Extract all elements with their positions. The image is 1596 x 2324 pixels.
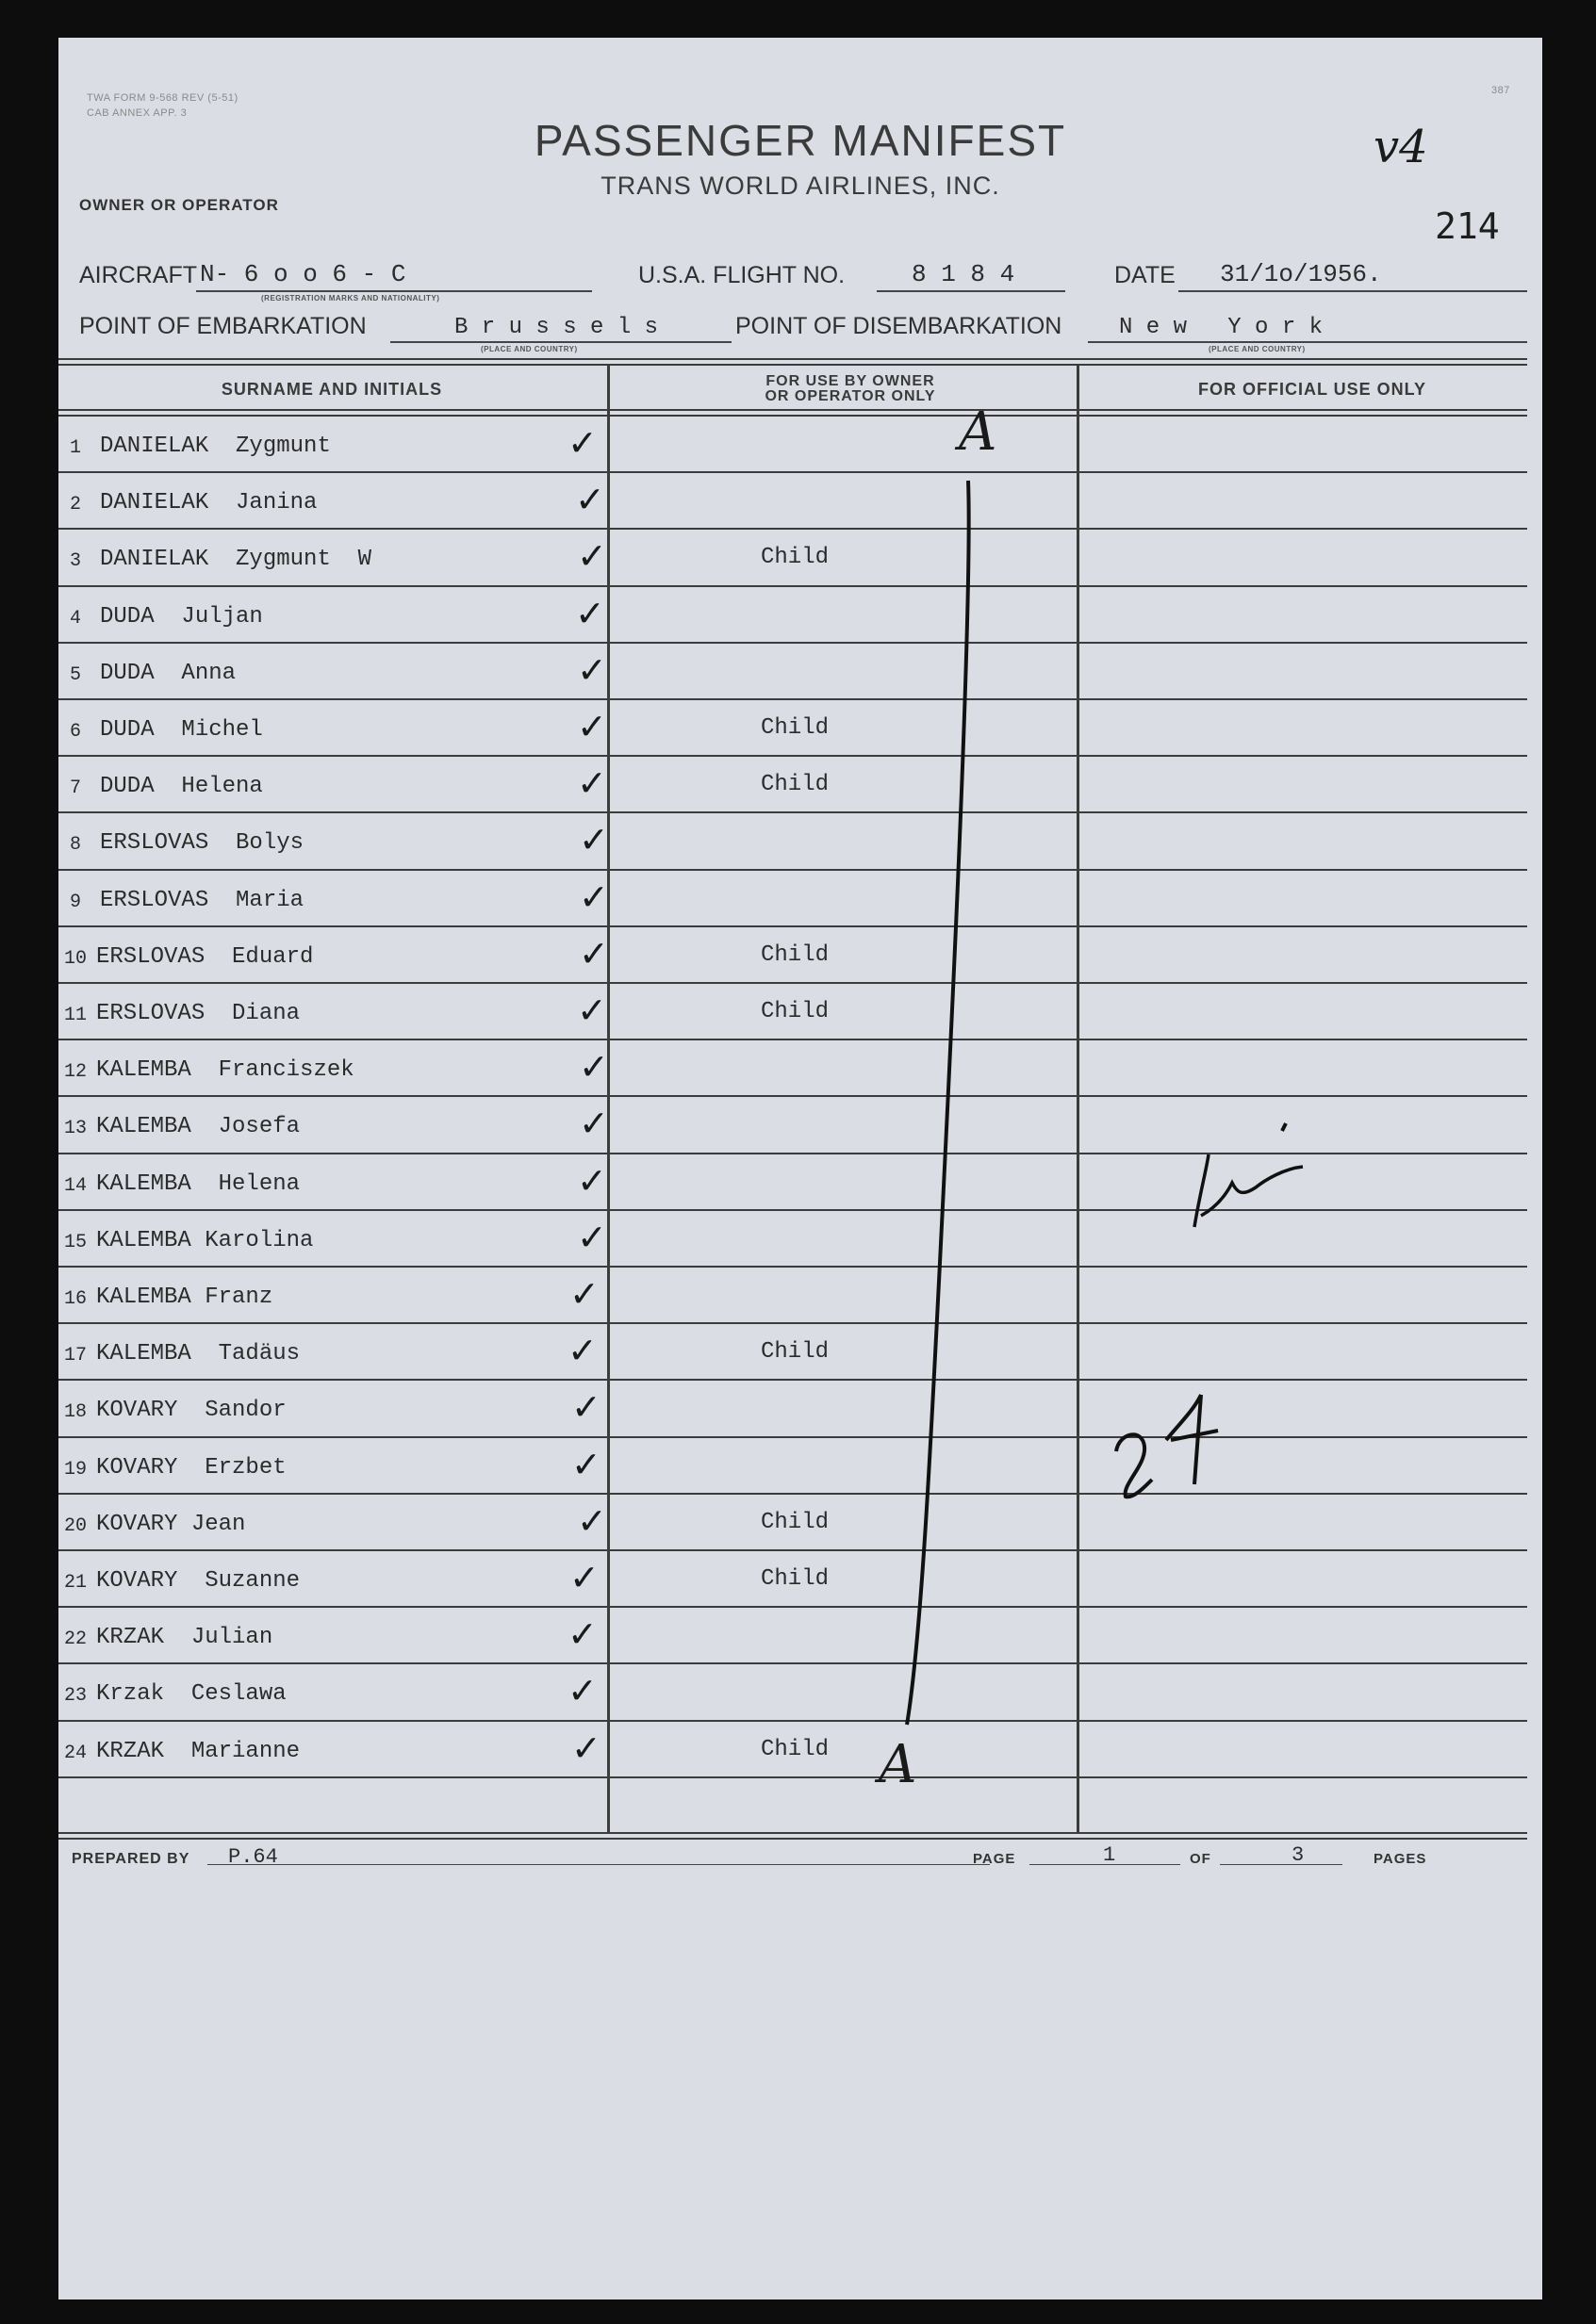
bracket-line — [907, 481, 969, 1725]
check-mark: ✓ — [569, 1557, 600, 1598]
passenger-name: KALEMBA Franciszek — [96, 1057, 354, 1084]
passenger-number: 6 — [70, 721, 82, 743]
passenger-name: KALEMBA Helena — [96, 1170, 301, 1197]
passenger-name: DUDA Michel — [100, 717, 263, 743]
passenger-number: 24 — [64, 1742, 88, 1764]
check-mark: ✓ — [568, 422, 598, 464]
passenger-number: 21 — [64, 1572, 88, 1594]
passenger-name: DUDA Anna — [100, 660, 237, 686]
passenger-name: ERSLOVAS Diana — [96, 1001, 301, 1026]
passenger-number: 2 — [70, 494, 82, 516]
date-label: DATE — [1114, 262, 1176, 288]
passenger-note: Child — [761, 1566, 830, 1592]
passenger-number: 9 — [70, 891, 82, 913]
passenger-name: KRZAK Julian — [96, 1625, 273, 1651]
total-pages: 3 — [1292, 1843, 1305, 1867]
disembarkation-value: N e w Y o r k — [1119, 315, 1324, 340]
check-mark: ✓ — [579, 1103, 609, 1145]
annotation-a-top: A — [959, 401, 997, 463]
passenger-number: 17 — [64, 1345, 88, 1367]
official-column-header: FOR OFFICIAL USE ONLY — [1197, 380, 1427, 399]
passenger-name: ERSLOVAS Eduard — [96, 943, 314, 970]
check-mark: ✓ — [568, 1330, 598, 1372]
check-mark: ✓ — [569, 1273, 600, 1315]
official-scribble — [1194, 1154, 1303, 1227]
passenger-number: 12 — [64, 1061, 88, 1084]
page-line — [1029, 1864, 1180, 1865]
passenger-name: KRZAK Marianne — [96, 1738, 301, 1764]
check-mark: ✓ — [577, 1159, 607, 1202]
check-mark: ✓ — [579, 1046, 609, 1088]
pages-label: PAGES — [1374, 1851, 1427, 1867]
flight-value: 8 1 8 4 — [912, 260, 1015, 288]
embarkation-label: POINT OF EMBARKATION — [79, 313, 367, 339]
passenger-number: 16 — [64, 1288, 88, 1310]
embarkation-caption: (PLACE AND COUNTRY) — [481, 345, 578, 353]
document-number: 214 — [1435, 205, 1500, 247]
passenger-number: 23 — [64, 1685, 88, 1708]
passenger-name: ERSLOVAS Maria — [100, 887, 304, 913]
passenger-note: Child — [761, 1509, 830, 1535]
manifest-paper — [58, 38, 1542, 2299]
check-mark: ✓ — [577, 990, 607, 1031]
passenger-name: KOVARY Sandor — [96, 1398, 287, 1424]
aircraft-value: N- 6 o o 6 - C — [200, 260, 406, 288]
handwritten-annotations — [58, 38, 1542, 1923]
passenger-name: KOVARY Jean — [96, 1511, 246, 1537]
embarkation-value: B r u s s e l s — [454, 315, 659, 340]
passenger-name: KOVARY Suzanne — [96, 1568, 301, 1594]
passenger-number: 8 — [70, 834, 82, 857]
corner-mark: 387 — [1491, 85, 1510, 96]
page-title: PASSENGER MANIFEST — [534, 116, 1067, 165]
check-mark: ✓ — [568, 1613, 598, 1656]
owner-operator-label: OWNER OR OPERATOR — [79, 196, 279, 214]
official-number-two — [1116, 1434, 1152, 1497]
scribble-dot — [1282, 1123, 1286, 1131]
passenger-number: 20 — [64, 1514, 88, 1537]
form-code-1: TWA FORM 9-568 REV (5-51) — [87, 92, 239, 104]
passenger-number: 3 — [70, 550, 82, 573]
passenger-number: 15 — [64, 1231, 88, 1253]
passenger-number: 22 — [64, 1628, 88, 1651]
passenger-name: KALEMBA Josefa — [96, 1114, 301, 1140]
passenger-name: KALEMBA Karolina — [96, 1227, 314, 1253]
form-code-2: CAB ANNEX APP. 3 — [87, 107, 188, 119]
owner-use-header-1: FOR USE BY OWNER — [765, 373, 935, 389]
passenger-name: KALEMBA Franz — [96, 1285, 273, 1310]
passenger-number: 4 — [70, 607, 82, 630]
passenger-note: Child — [761, 1339, 830, 1366]
page-number: 1 — [1103, 1843, 1116, 1867]
aircraft-label: AIRCRAFT — [79, 262, 197, 288]
of-label: OF — [1190, 1851, 1211, 1867]
passenger-number: 5 — [70, 663, 82, 686]
date-value: 31/1o/1956. — [1220, 260, 1382, 288]
check-mark: ✓ — [579, 932, 609, 974]
flight-label: U.S.A. FLIGHT NO. — [638, 262, 846, 288]
passenger-name: ERSLOVAS Bolys — [100, 830, 304, 857]
passenger-number: 19 — [64, 1458, 88, 1481]
passenger-name: DANIELAK Janina — [100, 490, 318, 516]
passenger-note: Child — [761, 772, 830, 798]
passenger-note: Child — [761, 545, 830, 571]
handwritten-mark: v4 — [1374, 121, 1428, 173]
passenger-number: 11 — [64, 1005, 88, 1026]
check-mark: ✓ — [571, 1727, 601, 1769]
prepared-by-value: P.64 — [228, 1845, 278, 1869]
passenger-note: Child — [761, 715, 830, 741]
of-line — [1220, 1864, 1342, 1865]
check-mark: ✓ — [571, 1386, 601, 1429]
owner-use-header-2: OR OPERATOR ONLY — [765, 388, 936, 404]
check-mark: ✓ — [579, 876, 609, 918]
passenger-note: Child — [761, 999, 830, 1024]
aircraft-caption: (REGISTRATION MARKS AND NATIONALITY) — [261, 294, 440, 303]
passenger-name: DUDA Juljan — [100, 603, 263, 630]
surname-column-header: SURNAME AND INITIALS — [221, 380, 443, 399]
airline-name: TRANS WORLD AIRLINES, INC. — [601, 172, 1000, 200]
passenger-number: 7 — [70, 777, 82, 800]
passenger-name: DUDA Helena — [100, 774, 263, 800]
passenger-number: 1 — [70, 437, 82, 459]
check-mark: ✓ — [571, 1443, 601, 1485]
prepared-by-line — [207, 1864, 990, 1865]
disembarkation-caption: (PLACE AND COUNTRY) — [1209, 345, 1306, 353]
check-mark: ✓ — [577, 535, 607, 578]
passenger-number: 18 — [64, 1401, 88, 1424]
passenger-note: Child — [761, 941, 830, 968]
prepared-by-label: PREPARED BY — [72, 1851, 190, 1867]
passenger-name: KALEMBA Tadäus — [96, 1341, 301, 1367]
annotation-a-bottom: A — [879, 1734, 917, 1795]
check-mark: ✓ — [575, 592, 605, 634]
check-mark: ✓ — [577, 1216, 607, 1258]
passenger-note: Child — [761, 1736, 830, 1762]
passenger-name: DANIELAK Zygmunt W — [100, 547, 372, 573]
check-mark: ✓ — [579, 819, 609, 861]
passenger-number: 10 — [64, 947, 88, 970]
page-label: PAGE — [973, 1851, 1016, 1867]
check-mark: ✓ — [577, 1499, 607, 1542]
passenger-name: KOVARY Erzbet — [96, 1454, 287, 1481]
check-mark: ✓ — [575, 479, 605, 521]
passenger-name: DANIELAK Zygmunt — [100, 434, 331, 459]
check-mark: ✓ — [577, 706, 607, 747]
official-number-four — [1166, 1395, 1218, 1484]
check-mark: ✓ — [577, 762, 607, 805]
check-mark: ✓ — [577, 648, 607, 691]
passenger-number: 13 — [64, 1118, 88, 1140]
disembarkation-label: POINT OF DISEMBARKATION — [735, 313, 1062, 339]
check-mark: ✓ — [568, 1670, 598, 1712]
passenger-name: Krzak Ceslawa — [96, 1681, 287, 1708]
passenger-number: 14 — [64, 1174, 88, 1197]
